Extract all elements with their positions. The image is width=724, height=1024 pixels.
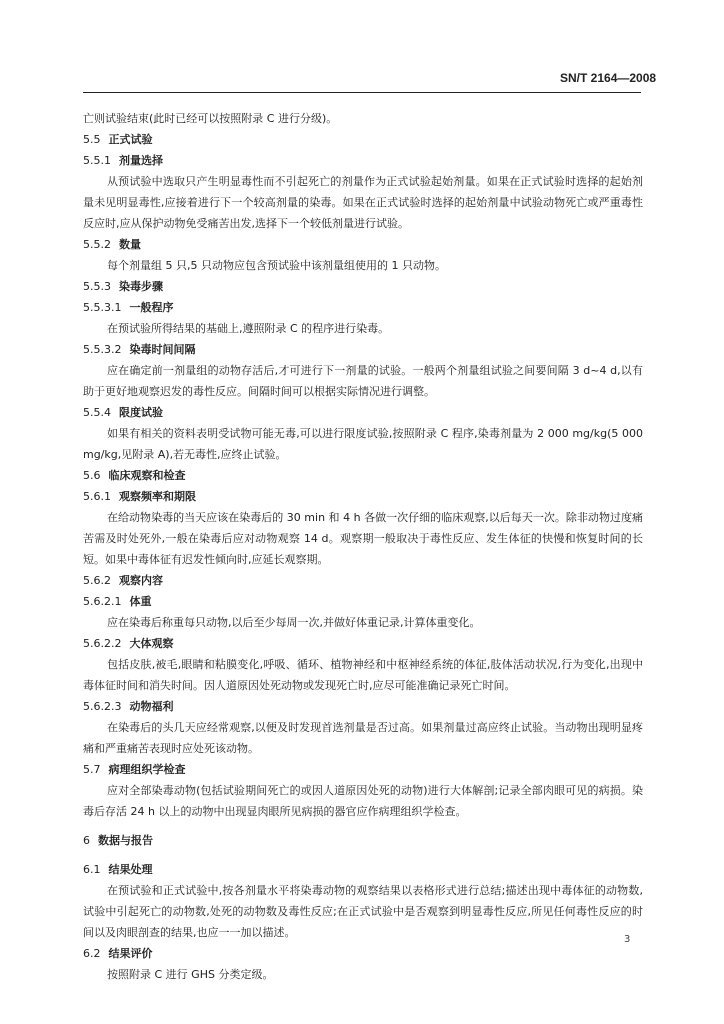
section-number: 5.5.3.2 (83, 343, 122, 356)
section-number: 6.2 (83, 947, 101, 960)
section-number: 5.5.2 (83, 238, 111, 251)
section-title: 观察频率和期限 (119, 490, 196, 503)
section-title: 结果评价 (108, 947, 153, 960)
section-heading (83, 297, 643, 318)
paragraph: 亡则试验结束(此时已经可以按照附录 C 进行分级)。 (83, 112, 338, 125)
section-heading (83, 129, 643, 150)
paragraph: 从预试验中选取只产生明显毒性而不引起死亡的剂量作为正式试验起始剂量。如果在正式试验时选择的起始剂量未见明显毒性,应接着进行下一个较高剂量的染毒。如果在正式试验时选择的起始剂量中试验动物死亡或严重毒性反应时,应从保护动物免受痛苦出发,选择下一个较低剂量进行试验。 (83, 175, 643, 230)
section-title: 正式试验 (108, 133, 153, 146)
section-number: 5.6.2 (83, 574, 111, 587)
paragraph: 应在染毒后称重每只动物,以后至少每周一次,并做好体重记录,计算体重变化。 (107, 616, 481, 629)
section-title: 染毒步骤 (119, 280, 163, 293)
section-title: 体重 (129, 595, 152, 608)
section-title: 染毒时间间隔 (129, 343, 196, 356)
section-number: 6.1 (83, 863, 101, 876)
section-title: 一般程序 (129, 301, 174, 314)
section-heading (83, 465, 643, 486)
section-heading (83, 591, 643, 612)
section-title: 数量 (119, 238, 141, 251)
section-number: 5.5.4 (83, 406, 111, 419)
section-title: 动物福利 (129, 700, 174, 713)
section-number: 5.5.3.1 (83, 301, 122, 314)
paragraph: 应对全部染毒动物(包括试验期间死亡的或因人道原因处死的动物)进行大体解剖;记录全部肉眼可见的病损。染毒后存活 24 h 以上的动物中出现显肉眼所见病损的器官应作病理组织学检查。 (83, 784, 643, 818)
section-heading (83, 339, 643, 360)
section-title: 数据与报告 (98, 834, 153, 847)
section-heading (83, 234, 643, 255)
section-heading (83, 943, 643, 964)
section-heading (83, 402, 643, 423)
section-title: 结果处理 (108, 863, 153, 876)
section-heading (83, 830, 643, 851)
section-heading (83, 759, 643, 780)
section-title: 剂量选择 (119, 154, 163, 167)
section-heading (83, 633, 643, 654)
header-rule (83, 92, 641, 93)
section-number: 5.6.1 (83, 490, 111, 503)
section-heading (83, 486, 643, 507)
section-number: 5.5.3 (83, 280, 111, 293)
paragraph: 在预试验和正式试验中,按各剂量水平将染毒动物的观察结果以表格形式进行总结;描述出现中毒体征的动物数,试验中引起死亡的动物数,处死的动物数及毒性反应;在正式试验中是否观察到明显毒性反应,所见任何毒性反应的时间以及肉眼剖查的结果,也应一一加以描述。 (83, 884, 643, 939)
paragraph: 在染毒后的头几天应经常观察,以便及时发现首选剂量是否过高。如果剂量过高应终止试验。当动物出现明显疼痛和严重痛苦表现时应处死该动物。 (83, 721, 643, 755)
section-number: 5.6.2.1 (83, 595, 122, 608)
paragraph: 如果有相关的资料表明受试物可能无毒,可以进行限度试验,按照附录 C 程序,染毒剂量为 2 000 mg/kg(5 000 mg/kg,见附录 A),若无毒性,应终止试验。 (83, 427, 643, 461)
section-heading (83, 150, 643, 171)
section-number: 6 (83, 834, 90, 847)
section-title: 观察内容 (119, 574, 163, 587)
section-title: 限度试验 (119, 406, 163, 419)
section-heading (83, 570, 643, 591)
standard-code: SN/T 2164—2008 (560, 71, 657, 85)
section-number: 5.6.2.2 (83, 637, 122, 650)
section-title: 大体观察 (129, 637, 174, 650)
section-heading (83, 859, 643, 880)
section-number: 5.5 (83, 133, 101, 146)
page-number: 3 (624, 934, 631, 945)
paragraph: 在预试验所得结果的基础上,遵照附录 C 的程序进行染毒。 (107, 322, 390, 335)
document-body (83, 108, 643, 985)
section-title: 病理组织学检查 (108, 763, 186, 776)
paragraph: 在给动物染毒的当天应该在染毒后的 30 min 和 4 h 各做一次仔细的临床观察,以后每天一次。除非动物过度痛苦需及时处死外,一般在染毒后应对动物观察 14 d。观察期一般取决于毒性反应、发生体征的快慢和恢复时间的长短。如果中毒体征有迟发性倾向时,应延长观察期。 (83, 511, 643, 566)
paragraph: 按照附录 C 进行 GHS 分类定级。 (107, 968, 274, 981)
section-number: 5.5.1 (83, 154, 111, 167)
section-heading (83, 696, 643, 717)
section-title: 临床观察和检查 (108, 469, 186, 482)
paragraph: 应在确定前一剂量组的动物存活后,才可进行下一剂量的试验。一般两个剂量组试验之间要间隔 3 d~4 d,以有助于更好地观察迟发的毒性反应。间隔时间可以根据实际情况进行调整。 (83, 364, 643, 398)
section-number: 5.6.2.3 (83, 700, 122, 713)
paragraph: 每个剂量组 5 只,5 只动物应包含预试验中该剂量组使用的 1 只动物。 (107, 259, 446, 272)
section-number: 5.6 (83, 469, 101, 482)
section-number: 5.7 (83, 763, 101, 776)
paragraph: 包括皮肤,被毛,眼睛和粘膜变化,呼吸、循环、植物神经和中枢神经系统的体征,肢体活动状况,行为变化,出现中毒体征时间和消失时间。因人道原因处死动物或发现死亡时,应尽可能准确记录死亡时间。 (83, 658, 643, 692)
section-heading (83, 276, 643, 297)
